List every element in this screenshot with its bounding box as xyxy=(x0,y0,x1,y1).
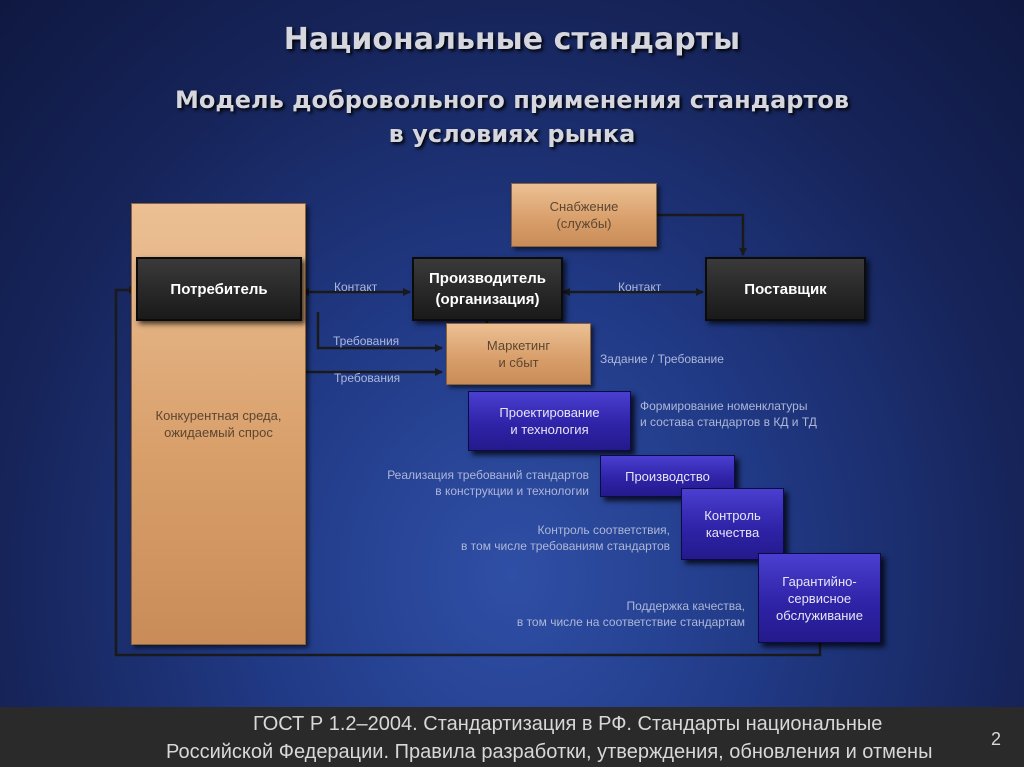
marketing-box xyxy=(446,323,591,385)
consumer-label: Потребитель xyxy=(170,280,268,298)
page-number: 2 xyxy=(991,729,1002,749)
nomenclature-label: Формирование номенклатуры и состава стандартов в КД и ТД xyxy=(640,399,817,429)
marketing-label: Маркетинг и сбыт xyxy=(486,338,551,370)
producer-box xyxy=(412,257,563,321)
footer-line-2: Российской Федерации. Правила разработки, утверждения, обновления и отмены xyxy=(166,741,933,763)
supply-arrow xyxy=(657,215,743,255)
contact-label-right: Контакт xyxy=(618,280,662,294)
supply-box xyxy=(511,183,657,247)
subtitle-line-2: в условиях рынка xyxy=(388,120,636,148)
quality-support-label: Поддержка качества, в том числе на соответствие стандартам xyxy=(516,599,745,629)
supplier-label: Поставщик xyxy=(744,280,827,298)
quality-control-box xyxy=(681,488,784,560)
subtitle-line-1: Модель добровольного применения стандартов xyxy=(174,86,850,114)
design-label: Проектирование и технология xyxy=(499,405,600,437)
supply-label: Снабжение (службы) xyxy=(549,199,619,231)
competitive-environment-label: Конкурентная среда, ожидаемый спрос xyxy=(155,408,282,440)
requirements-label-1: Требования xyxy=(333,334,400,348)
production-label: Производство xyxy=(625,468,710,484)
warranty-service-box xyxy=(758,553,881,643)
quality-control-label: Контроль качества xyxy=(704,508,761,540)
implementation-label: Реализация требований стандартов в конструкции и технологии xyxy=(387,468,589,498)
page-title: Национальные стандарты xyxy=(283,22,741,57)
producer-label: Производитель (организация) xyxy=(429,270,546,308)
footer-bar xyxy=(0,707,1024,767)
contact-label-left: Контакт xyxy=(334,280,378,294)
warranty-service-label: Гарантийно- сервисное обслуживание xyxy=(776,573,863,623)
footer-line-1: ГОСТ Р 1.2–2004. Стандартизация в РФ. Стандарты национальные xyxy=(253,713,883,735)
consumer-box xyxy=(136,257,302,321)
task-requirement-label: Задание / Требование xyxy=(600,352,724,366)
conformity-label: Контроль соответствия, в том числе требованиям стандартов xyxy=(460,523,670,553)
supplier-box xyxy=(705,257,866,321)
requirements-label-2: Требования xyxy=(334,371,401,385)
design-box xyxy=(468,391,631,451)
